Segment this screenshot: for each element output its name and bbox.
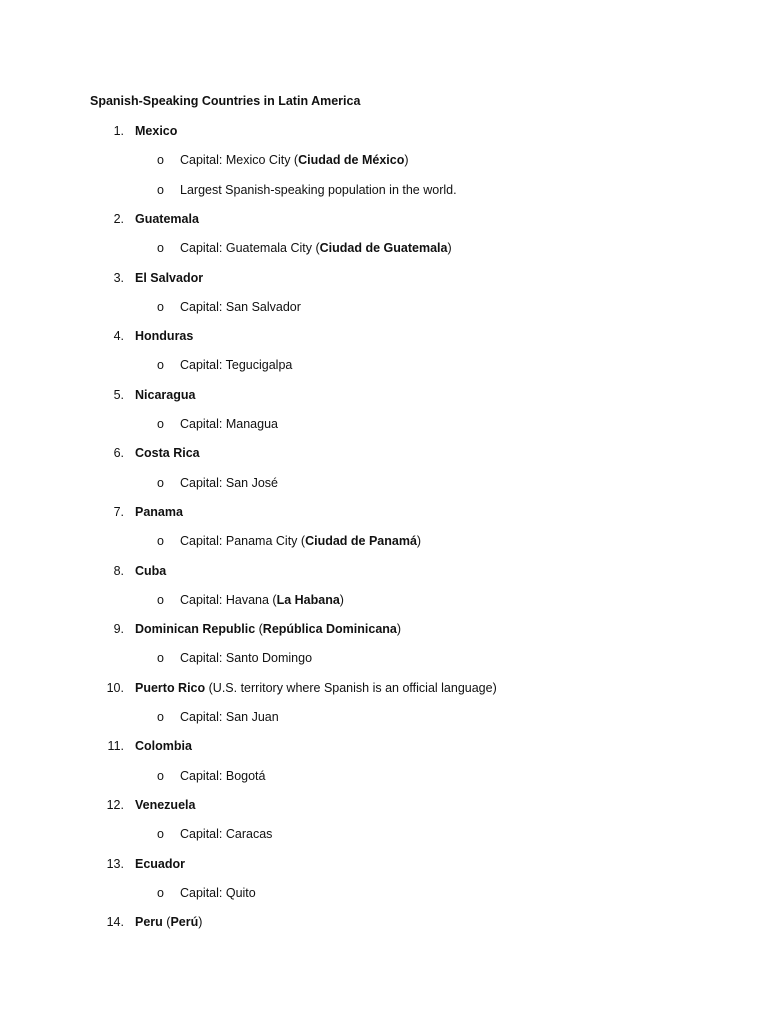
- country-name: Honduras: [135, 329, 194, 343]
- detail-text: [180, 709, 279, 725]
- detail-text: [180, 650, 312, 666]
- detail-native-name: Ciudad de Guatemala: [319, 241, 448, 255]
- country-entry: [135, 856, 185, 872]
- detail-text: [180, 240, 452, 256]
- detail-prefix: Capital: Managua: [180, 417, 278, 431]
- detail-native-name: Ciudad de México: [298, 153, 405, 167]
- list-number: 12.: [106, 798, 124, 812]
- country-entry: Peru (Perú): [135, 915, 203, 929]
- country-entry: [135, 328, 193, 344]
- list-number: 1.: [113, 124, 124, 138]
- detail-prefix: Capital: San José: [180, 476, 278, 490]
- bullet-marker: o: [157, 651, 164, 665]
- country-entry: [135, 445, 200, 461]
- detail-prefix: Capital: Guatemala City (: [180, 241, 320, 255]
- list-number: 8.: [113, 564, 124, 578]
- list-number: 6.: [113, 446, 124, 460]
- country-name: Mexico: [135, 124, 178, 138]
- detail-suffix: ): [447, 241, 452, 255]
- list-number: 2.: [113, 212, 124, 226]
- detail-prefix: Capital: Caracas: [180, 827, 273, 841]
- detail-text: [180, 533, 421, 549]
- detail-prefix: Capital: Mexico City (: [180, 153, 299, 167]
- detail-text: [180, 299, 301, 315]
- detail-prefix: Capital: Panama City (: [180, 534, 306, 548]
- detail-prefix: Largest Spanish-speaking population in the world.: [180, 183, 457, 197]
- detail-suffix: ): [416, 534, 422, 548]
- country-name: Guatemala: [135, 212, 199, 226]
- country-entry: Dominican Republic (República Dominicana): [135, 622, 402, 636]
- list-number: 3.: [113, 271, 124, 285]
- detail-prefix: Capital: Bogotá: [180, 769, 266, 783]
- bullet-marker: o: [157, 886, 164, 900]
- detail-text: [180, 826, 272, 842]
- detail-text: [180, 768, 265, 784]
- country-name: Colombia: [135, 739, 192, 753]
- country-entry: [135, 211, 199, 227]
- country-name: El Salvador: [135, 271, 204, 285]
- detail-suffix: ): [404, 153, 409, 167]
- list-number: 13.: [106, 857, 124, 871]
- country-entry: [135, 270, 203, 286]
- detail-text: [180, 885, 256, 901]
- country-native-name: República Dominicana: [262, 622, 397, 636]
- country-name: Costa Rica: [135, 446, 200, 460]
- country-entry: [135, 123, 177, 139]
- bullet-marker: o: [157, 769, 164, 783]
- bullet-marker: o: [157, 153, 164, 167]
- detail-text: [180, 152, 409, 168]
- country-entry: [135, 797, 195, 813]
- detail-text: [180, 416, 278, 432]
- country-name: Puerto Rico: [135, 681, 206, 695]
- detail-text: [180, 357, 292, 373]
- bullet-marker: o: [157, 183, 164, 197]
- country-entry: [135, 563, 166, 579]
- bullet-marker: o: [157, 417, 164, 431]
- country-name: Panama: [135, 505, 183, 519]
- bullet-marker: o: [157, 534, 164, 548]
- bullet-marker: o: [157, 593, 164, 607]
- country-entry: [135, 387, 195, 403]
- detail-native-name: Ciudad de Panamá: [305, 534, 417, 548]
- country-name: Cuba: [135, 564, 167, 578]
- country-entry: [135, 738, 192, 754]
- detail-prefix: Capital: Havana (: [180, 593, 277, 607]
- country-name: Peru: [135, 915, 163, 929]
- list-number: 7.: [113, 505, 124, 519]
- detail-text: [180, 475, 278, 491]
- country-name: Venezuela: [135, 798, 196, 812]
- country-name: Dominican Republic: [135, 622, 256, 636]
- bullet-marker: o: [157, 358, 164, 372]
- detail-prefix: Capital: San Juan: [180, 710, 279, 724]
- bullet-marker: o: [157, 710, 164, 724]
- list-number: 10.: [106, 681, 124, 695]
- country-native-name: Perú: [170, 915, 199, 929]
- list-number: 9.: [113, 622, 124, 636]
- list-number: 4.: [113, 329, 124, 343]
- detail-text: [180, 592, 344, 608]
- detail-suffix: ): [339, 593, 344, 607]
- document-title: Spanish-Speaking Countries in Latin America: [90, 94, 361, 108]
- detail-native-name: La Habana: [276, 593, 340, 607]
- country-entry: [135, 504, 183, 520]
- country-note: (U.S. territory where Spanish is an official language): [208, 681, 497, 695]
- list-number: 5.: [113, 388, 124, 402]
- bullet-marker: o: [157, 827, 164, 841]
- bullet-marker: o: [157, 241, 164, 255]
- detail-prefix: Capital: Santo Domingo: [180, 651, 313, 665]
- detail-text: [180, 182, 457, 198]
- list-number: 11.: [107, 739, 124, 753]
- bullet-marker: o: [157, 476, 164, 490]
- country-entry: [135, 680, 497, 696]
- bullet-marker: o: [157, 300, 164, 314]
- country-name: Nicaragua: [135, 388, 196, 402]
- detail-prefix: Capital: Quito: [180, 886, 256, 900]
- detail-prefix: Capital: Tegucigalpa: [180, 358, 293, 372]
- detail-prefix: Capital: San Salvador: [180, 300, 301, 314]
- country-name: Ecuador: [135, 857, 186, 871]
- list-number: 14.: [106, 915, 124, 929]
